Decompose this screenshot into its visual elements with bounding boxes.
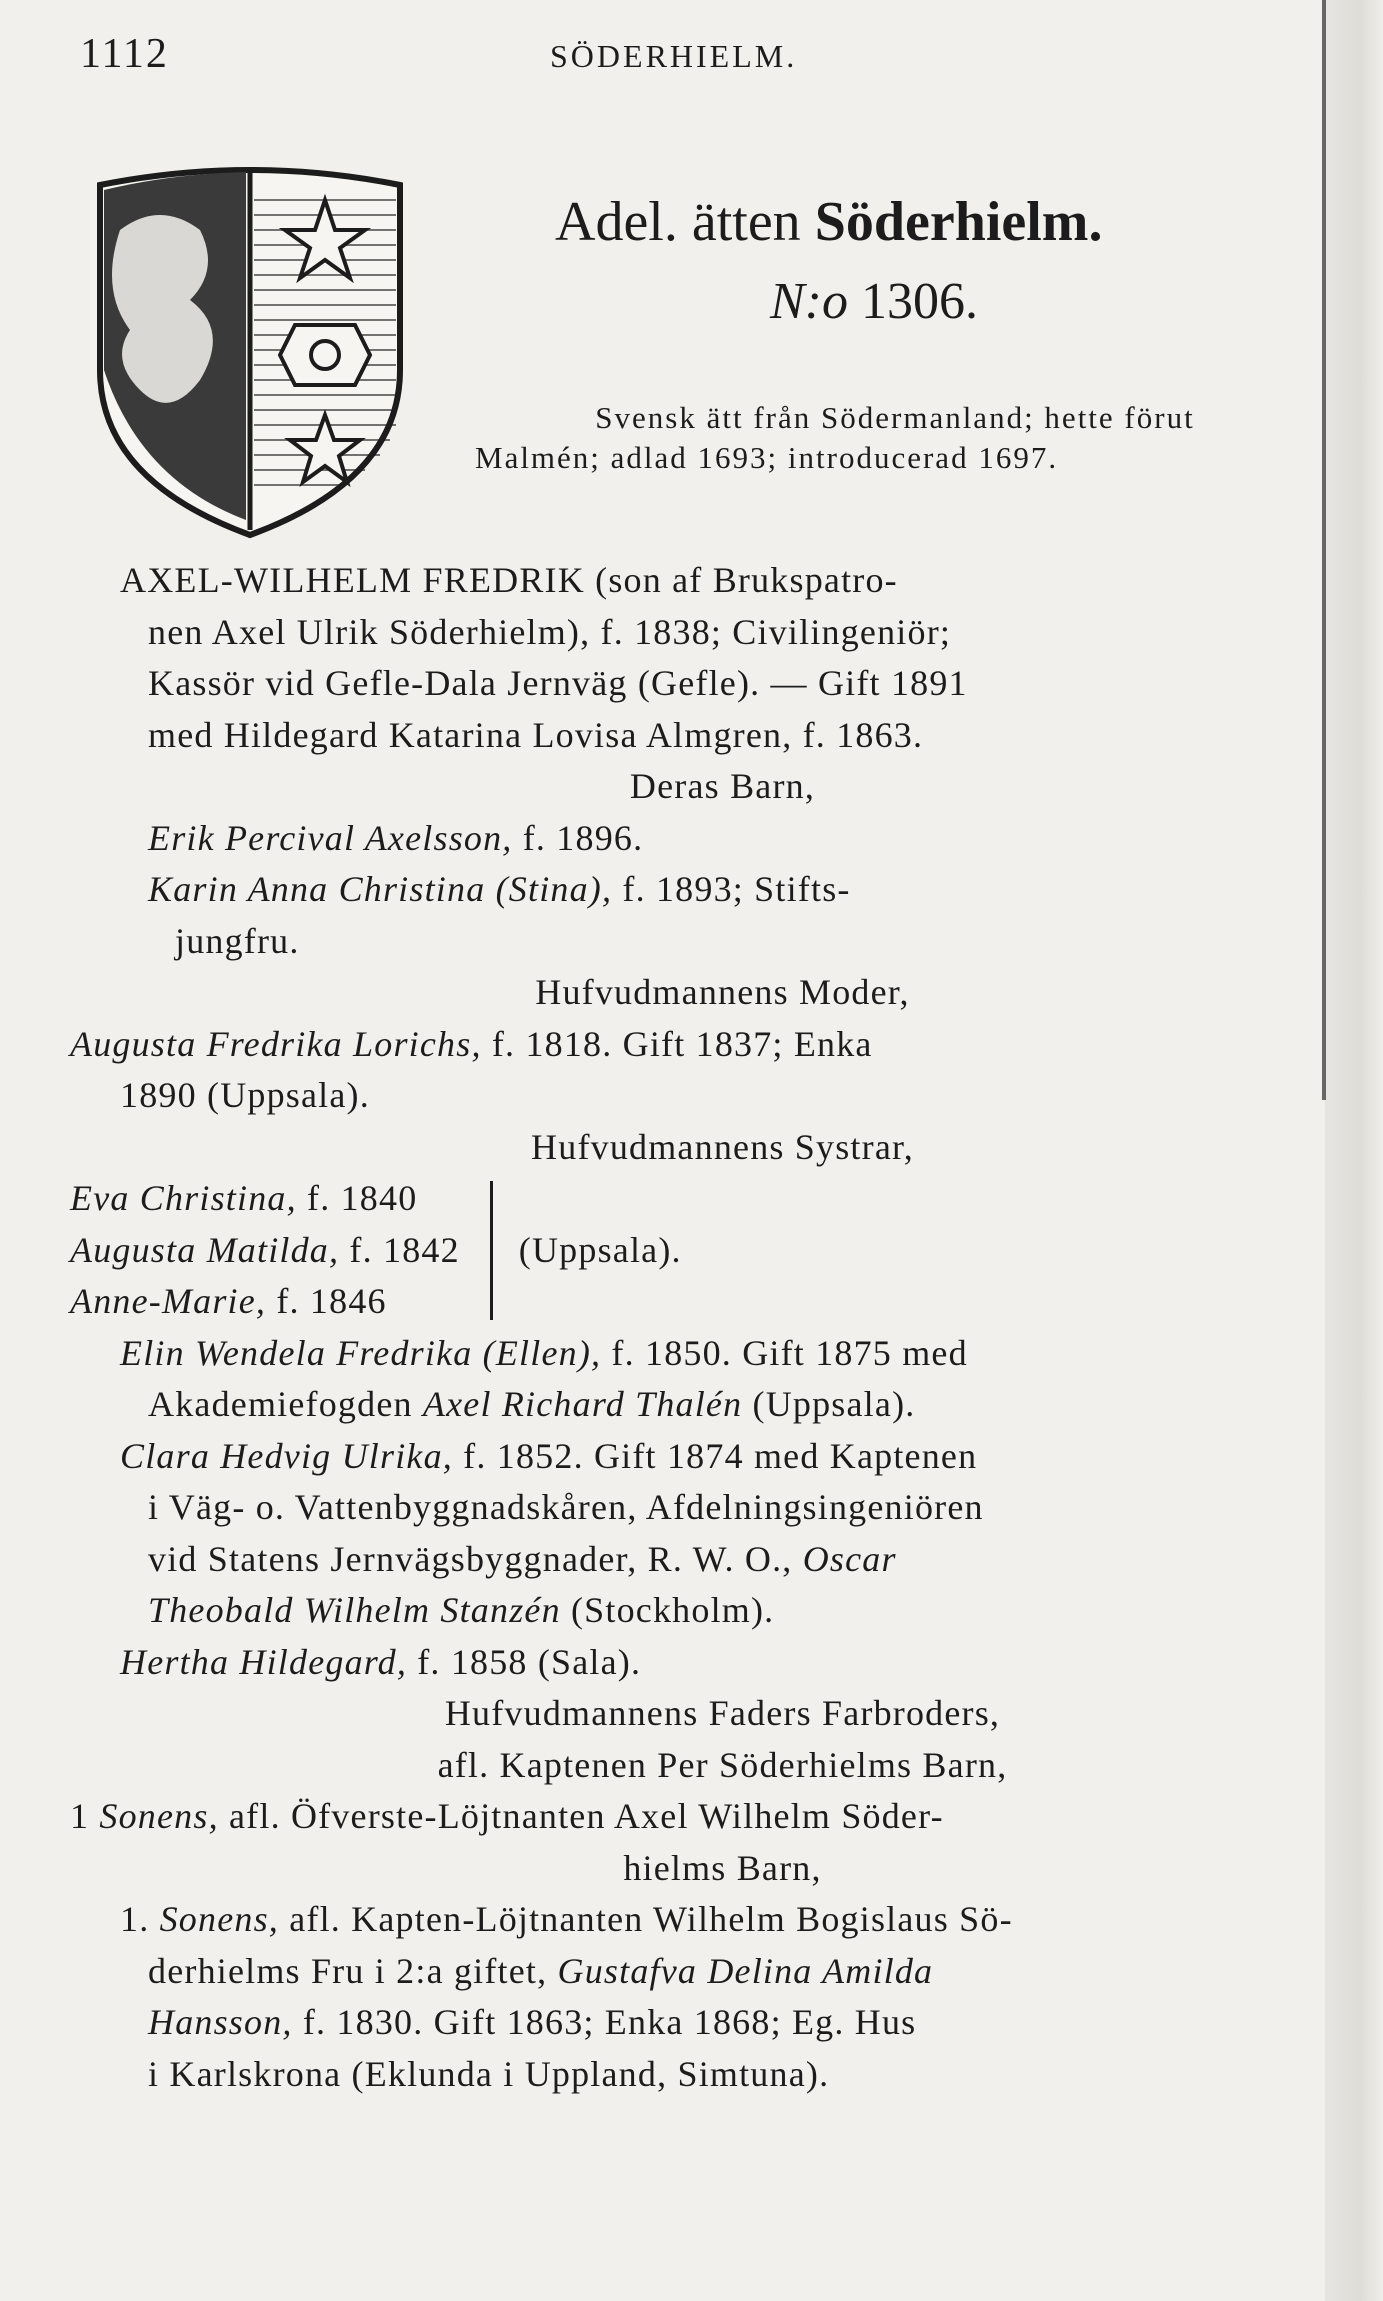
number-value: 1306. — [861, 273, 978, 330]
sister-entry-cont — [120, 1585, 1325, 1637]
person-name: Theobald Wilhelm Stanzén — [148, 1590, 561, 1630]
intro-line: Malmén; adlad 1693; introducerad 1697. — [475, 440, 1059, 475]
person-details: f. 1818. Gift 1837; Enka — [481, 1023, 873, 1064]
sonens-entry-cont: hielms Barn, — [623, 1847, 822, 1888]
text-run: vid Statens Jernvägsbyggnader, R. W. O., — [148, 1538, 793, 1579]
family-number — [770, 272, 978, 331]
person-details: f. 1893; Stifts- — [612, 869, 851, 909]
person-details: f. 1858 (Sala). — [407, 1641, 642, 1682]
section-heading: Hufvudmannens Moder, — [535, 972, 910, 1012]
number-label: N:o — [770, 273, 848, 330]
sister-entry-cont — [120, 1534, 1325, 1586]
mother-entry — [70, 1019, 1325, 1071]
person-details: f. 1840 — [296, 1178, 418, 1218]
section-heading: Hufvudmannens Systrar, — [531, 1126, 914, 1167]
person-details: f. 1896. — [512, 817, 644, 858]
sister-entry — [120, 1431, 1325, 1483]
sister-entry — [70, 1276, 460, 1328]
entry-line: Kassör vid Gefle-Dala Jernväg (Gefle). — Gift 1891 — [148, 663, 968, 703]
section-heading: Hufvudmannens Faders Farbroders, — [444, 1693, 1001, 1733]
sister-entry — [70, 1225, 460, 1277]
entry-number: 1 — [70, 1796, 90, 1836]
person-details: f. 1830. Gift 1863; Enka 1868; Eg. Hus — [292, 2002, 917, 2042]
sisters-place: (Uppsala). — [518, 1229, 682, 1270]
text-run: (Uppsala). — [742, 1384, 916, 1424]
sisters-group — [70, 1173, 1325, 1328]
sister-entry-cont: i Väg- o. Vattenbyggnadskåren, Afdelningsingeniören — [148, 1487, 984, 1527]
person-name: Gustafva Delina Amilda — [557, 1950, 934, 1991]
person-name: Augusta Matilda, — [70, 1229, 340, 1270]
family-name: Söderhielm. — [814, 191, 1103, 253]
brace — [490, 1181, 501, 1320]
page-number: 1112 — [80, 31, 169, 77]
intro-line: Svensk ätt från Södermanland; hette förut — [595, 400, 1195, 435]
person-name: Eva Christina, — [70, 1178, 297, 1218]
mother-entry-cont: 1890 (Uppsala). — [120, 1075, 370, 1115]
person-name: Anne-Marie, — [70, 1281, 267, 1321]
person-name: Hansson, — [148, 2002, 293, 2042]
sister-entry-cont — [120, 1379, 1325, 1431]
person-details: afl. Kapten-Löjtnanten Wilhelm Bogislaus Sö- — [279, 1899, 1013, 1939]
title-prefix: Adel. ätten — [555, 191, 801, 253]
family-title — [555, 190, 1102, 254]
sonens-entry — [120, 1894, 1325, 1946]
sonens-entry — [70, 1791, 1325, 1843]
genealogy-body — [70, 555, 1325, 2100]
person-details: f. 1842 — [339, 1229, 460, 1270]
section-heading: Deras Barn, — [629, 766, 816, 806]
running-title: SÖDERHIELM. — [550, 38, 798, 74]
entry-line: med Hildegard Katarina Lovisa Almgren, f. 1863. — [148, 714, 924, 755]
page-header — [80, 30, 798, 78]
text-run: (Stockholm). — [560, 1590, 775, 1630]
sonens-entry-cont — [120, 1997, 1325, 2049]
person-details: f. 1850. Gift 1875 med — [601, 1332, 968, 1373]
person-name: Augusta Fredrika Lorichs, — [70, 1023, 482, 1064]
person-details: f. 1846 — [266, 1281, 387, 1321]
person-name: Karin Anna Christina (Stina), — [148, 869, 613, 909]
sister-entry — [120, 1328, 1325, 1380]
person-name: Hertha Hildegard, — [120, 1641, 408, 1682]
section-heading: afl. Kaptenen Per Söderhielms Barn, — [437, 1744, 1008, 1785]
text-run: Akademiefogden — [148, 1384, 423, 1424]
family-intro — [475, 398, 1315, 478]
person-name: Elin Wendela Fredrika (Ellen), — [120, 1332, 602, 1373]
coat-of-arms-icon — [70, 160, 430, 540]
person-name: Oscar — [802, 1538, 897, 1579]
person-name: Sonens, — [159, 1899, 279, 1939]
sonens-entry-cont — [120, 1946, 1325, 1998]
person-name: Clara Hedvig Ulrika, — [120, 1435, 453, 1476]
text-run: derhielms Fru i 2:a giftet, — [148, 1950, 558, 1991]
child-entry — [120, 864, 1325, 916]
person-details: f. 1852. Gift 1874 med Kaptenen — [452, 1435, 978, 1476]
entry-line: nen Axel Ulrik Söderhielm), f. 1838; Civilingeniör; — [148, 611, 952, 652]
page-edge — [1325, 0, 1383, 2301]
person-name: Erik Percival Axelsson, — [148, 817, 513, 858]
child-entry-cont: jungfru. — [175, 920, 300, 961]
child-entry — [120, 813, 1325, 865]
person-name: Axel Richard Thalén — [422, 1384, 743, 1424]
person-name: Sonens, — [99, 1796, 219, 1836]
sister-entry — [120, 1637, 1325, 1689]
sonens-entry-cont: i Karlskrona (Eklunda i Uppland, Simtuna). — [148, 2053, 830, 2094]
sister-entry — [70, 1173, 460, 1225]
entry-number: 1. — [120, 1899, 150, 1939]
person-details: afl. Öfverste-Löjtnanten Axel Wilhelm Söder- — [218, 1796, 944, 1836]
entry-line: AXEL-WILHELM FREDRIK (son af Brukspatro- — [120, 560, 898, 600]
